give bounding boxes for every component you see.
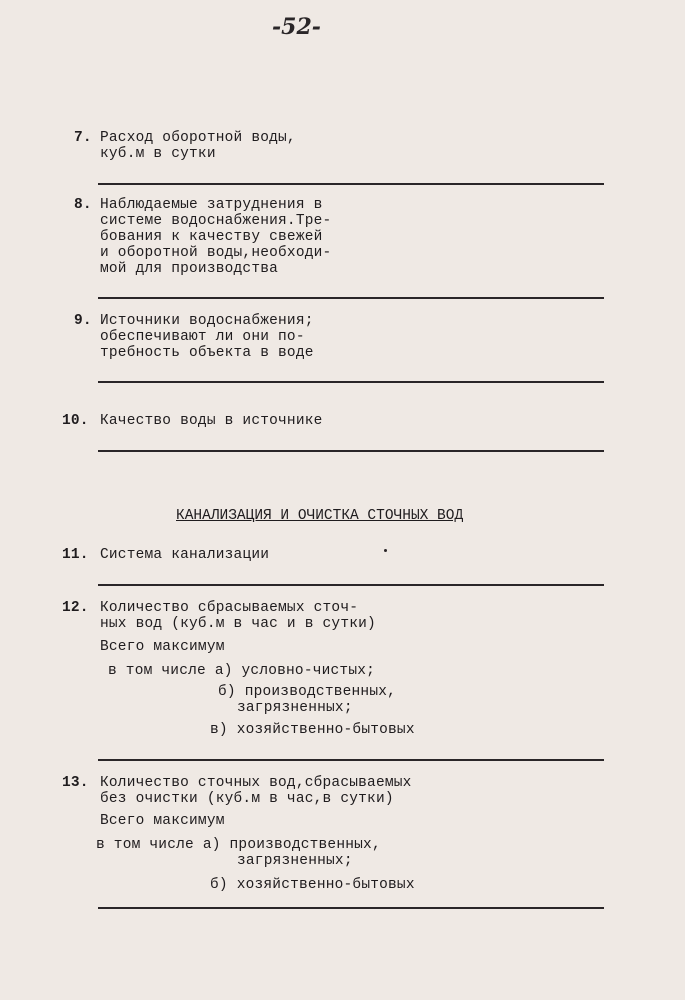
- page-number: -52-: [272, 14, 321, 40]
- item-7-line-2: куб.м в сутки: [100, 146, 216, 162]
- item-12-subitem-c: в) хозяйственно-бытовых: [210, 722, 415, 738]
- item-7-line-1: Расход оборотной воды,: [100, 130, 296, 146]
- item-8-line-3: бования к качеству свежей: [100, 229, 323, 245]
- item-11-text: Система канализации: [100, 547, 270, 563]
- item-8-answer-line: [98, 297, 604, 299]
- item-12-subitem-a: в том числе а) условно-чистых;: [108, 663, 376, 679]
- item-13-subitem-b: б) хозяйственно-бытовых: [210, 877, 415, 893]
- item-8-line-4: и оборотной воды,необходи-: [100, 245, 332, 261]
- item-10-line-1: Качество воды в источнике: [100, 413, 323, 429]
- item-13-subitem-a-line-1: в том числе а) производственных,: [96, 837, 381, 853]
- item-12-answer-line: [98, 759, 604, 761]
- item-8-line-2: системе водоснабжения.Тре-: [100, 213, 332, 229]
- item-13-number: 13.: [62, 775, 89, 791]
- item-12-number: 12.: [62, 600, 89, 616]
- item-9-number: 9.: [74, 313, 92, 329]
- section-heading: КАНАЛИЗАЦИЯ И ОЧИСТКА СТОЧНЫХ ВОД: [176, 508, 464, 524]
- item-9-line-1: Источники водоснабжения;: [100, 313, 314, 329]
- item-13-subitem-a-line-2: загрязненных;: [237, 853, 353, 869]
- item-10-answer-line: [98, 450, 604, 452]
- item-12-total: Всего максимум: [100, 639, 225, 655]
- item-8-line-5: мой для производства: [100, 261, 279, 277]
- item-12-subitem-b-line-2: загрязненных;: [237, 700, 353, 716]
- item-7-number: 7.: [74, 130, 92, 146]
- item-13-answer-line: [98, 907, 604, 909]
- item-7-answer-line: [98, 183, 604, 185]
- item-8-number: 8.: [74, 197, 92, 213]
- item-13-total: Всего максимум: [100, 813, 225, 829]
- item-9-line-3: требность объекта в воде: [100, 345, 314, 361]
- item-12-line-1: Количество сбрасываемых сточ-: [100, 600, 359, 616]
- ink-dot: [384, 549, 387, 552]
- item-11-number: 11.: [62, 547, 89, 563]
- item-12-line-2: ных вод (куб.м в час и в сутки): [100, 616, 376, 632]
- item-12-subitem-b-line-1: б) производственных,: [218, 684, 397, 700]
- item-13-line-1: Количество сточных вод,сбрасываемых: [100, 775, 412, 791]
- item-9-answer-line: [98, 381, 604, 383]
- item-10-number: 10.: [62, 413, 89, 429]
- item-13-line-2: без очистки (куб.м в час,в сутки): [100, 791, 394, 807]
- item-11-answer-line: [98, 584, 604, 586]
- item-9-line-2: обеспечивают ли они по-: [100, 329, 305, 345]
- item-8-line-1: Наблюдаемые затруднения в: [100, 197, 323, 213]
